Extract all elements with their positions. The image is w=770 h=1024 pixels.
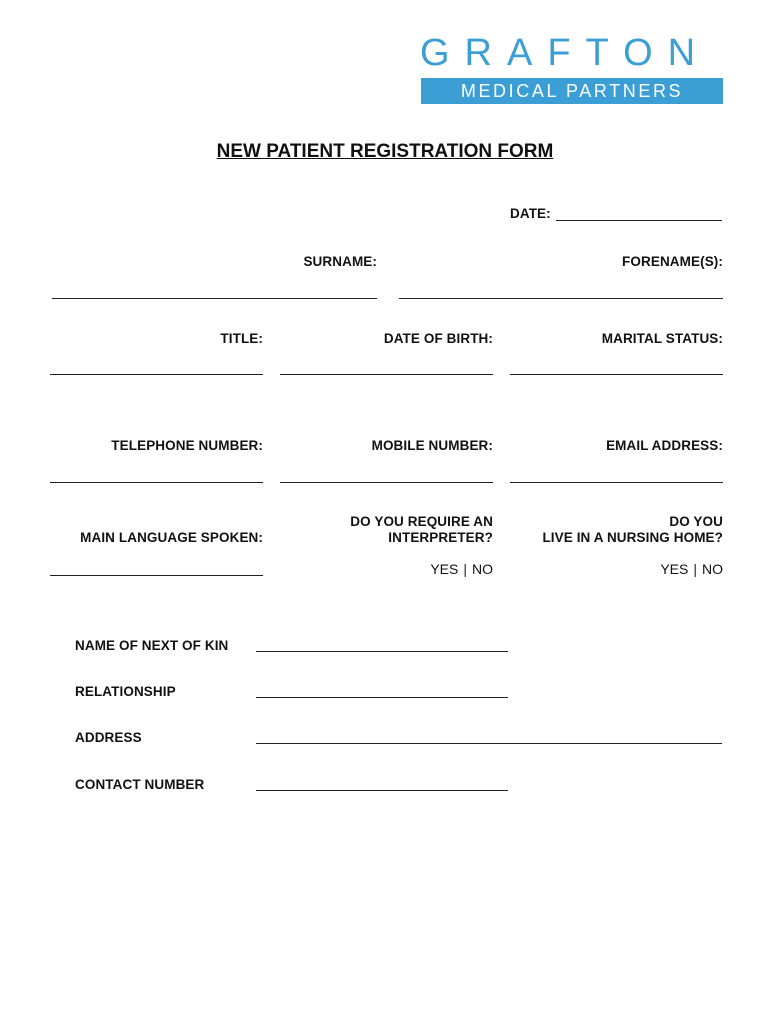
option-separator: | [463, 561, 467, 577]
page-title: NEW PATIENT REGISTRATION FORM [216, 141, 554, 162]
logo-tagline: MEDICAL PARTNERS [421, 78, 723, 104]
mobile-field[interactable] [280, 482, 493, 483]
interpreter-no-option[interactable]: NO [472, 561, 493, 577]
telephone-field[interactable] [50, 482, 263, 483]
nursing-home-no-option[interactable]: NO [702, 561, 723, 577]
nursing-home-options [610, 561, 723, 577]
address-field[interactable] [256, 743, 722, 744]
email-label: EMAIL ADDRESS: [606, 438, 723, 453]
nursing-home-yes-option[interactable]: YES [660, 561, 689, 577]
forename-label: FORENAME(S): [622, 254, 723, 269]
date-field[interactable] [556, 220, 722, 221]
email-field[interactable] [510, 482, 723, 483]
mobile-label: MOBILE NUMBER: [371, 438, 493, 453]
date-label: DATE: [510, 206, 551, 221]
option-separator: | [693, 561, 697, 577]
language-label: MAIN LANGUAGE SPOKEN: [80, 530, 263, 545]
contact-number-field[interactable] [256, 790, 508, 791]
telephone-label: TELEPHONE NUMBER: [111, 438, 263, 453]
title-label: TITLE: [220, 331, 263, 346]
interpreter-label-line1: DO YOU REQUIRE AN [350, 514, 493, 529]
interpreter-options [380, 561, 493, 577]
interpreter-yes-option[interactable]: YES [430, 561, 459, 577]
interpreter-label-line2: INTERPRETER? [388, 530, 493, 545]
relationship-label: RELATIONSHIP [75, 684, 176, 699]
marital-status-field[interactable] [510, 374, 723, 375]
contact-number-label: CONTACT NUMBER [75, 777, 205, 792]
dob-field[interactable] [280, 374, 493, 375]
nursing-home-label-line1: DO YOU [669, 514, 723, 529]
title-field[interactable] [50, 374, 263, 375]
language-field[interactable] [50, 575, 263, 576]
next-of-kin-field[interactable] [256, 651, 508, 652]
logo-wordmark: GRAFTON [420, 32, 711, 74]
dob-label: DATE OF BIRTH: [383, 331, 493, 346]
surname-label: SURNAME: [303, 254, 377, 269]
surname-field[interactable] [52, 298, 377, 299]
address-label: ADDRESS [75, 730, 142, 745]
next-of-kin-label: NAME OF NEXT OF KIN [75, 638, 229, 653]
marital-status-label: MARITAL STATUS: [601, 331, 723, 346]
forename-field[interactable] [399, 298, 723, 299]
relationship-field[interactable] [256, 697, 508, 698]
nursing-home-label-line2: LIVE IN A NURSING HOME? [542, 530, 723, 545]
